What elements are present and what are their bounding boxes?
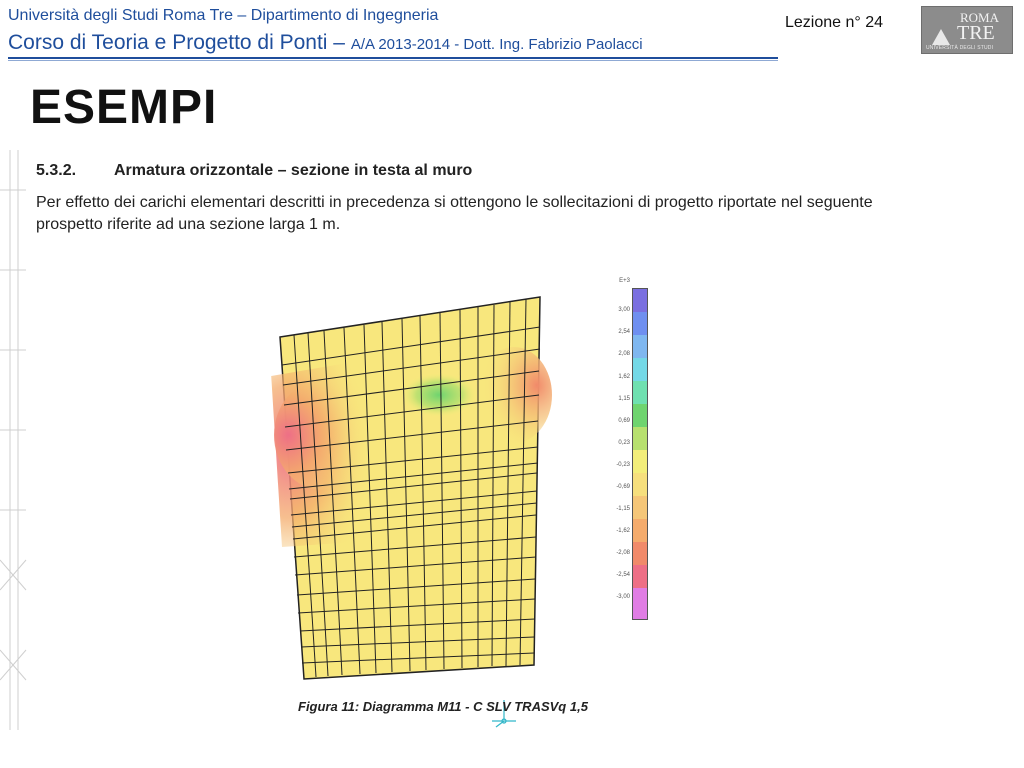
color-scale-label: -0,69 [616, 484, 630, 490]
color-scale-segment [633, 450, 647, 473]
color-scale-segment [633, 427, 647, 450]
color-scale-segment [633, 358, 647, 381]
header-rule [8, 57, 778, 59]
color-scale-label: -2,08 [616, 550, 630, 556]
color-scale-label: 3,00 [618, 307, 630, 313]
color-scale-bar [632, 288, 648, 620]
roma-tre-logo [921, 6, 1013, 54]
wall-contour-plot [264, 275, 624, 735]
color-scale-segment [633, 473, 647, 496]
embedded-document-figure [24, 150, 984, 750]
logo-triangle-icon [932, 29, 950, 45]
section-number: 5.3.2. [36, 162, 77, 179]
color-scale-label: 2,08 [618, 351, 630, 357]
color-scale-label: 1,15 [618, 396, 630, 402]
color-scale-segment [633, 335, 647, 358]
color-scale [614, 278, 674, 618]
university-line: Università degli Studi Roma Tre – Dipartimento di Ingegneria [8, 7, 439, 24]
figure-caption: Figura 11: Diagramma M11 - C SLV TRASVq 1,5 [298, 699, 588, 714]
color-scale-segment [633, 312, 647, 335]
color-scale-label: -2,54 [616, 572, 630, 578]
color-scale-label: 2,54 [618, 329, 630, 335]
color-scale-label: -0,23 [616, 462, 630, 468]
color-scale-segment [633, 496, 647, 519]
section-heading [36, 162, 472, 180]
color-scale-title: E+3 [619, 278, 630, 284]
lesson-number: Lezione n° 24 [785, 14, 884, 31]
color-scale-label: 0,69 [618, 418, 630, 424]
color-scale-segment [633, 519, 647, 542]
color-scale-label: -3,00 [616, 594, 630, 600]
color-scale-label: -1,62 [616, 528, 630, 534]
logo-university-text: UNIVERSITÀ DEGLI STUDI [926, 45, 994, 51]
color-scale-segment [633, 588, 647, 619]
color-scale-segment [633, 565, 647, 588]
color-scale-segment [633, 542, 647, 565]
slide-header [0, 0, 1024, 70]
slide-title: ESEMPI [30, 81, 218, 134]
header-rule-shadow [8, 60, 778, 61]
color-scale-segment [633, 404, 647, 427]
color-scale-label: -1,15 [616, 506, 630, 512]
section-paragraph: Per effetto dei carichi elementari descritti in precedenza si ottengono le sollecitazioni di progetto riportate nel seguente prospetto riferite ad una sezione larga 1 m. [36, 194, 873, 233]
course-line [8, 31, 643, 55]
color-scale-segment [633, 381, 647, 404]
logo-tre-text: TRE [957, 22, 995, 44]
logo-roma-text: ROMA [960, 10, 1000, 25]
color-scale-segment [633, 289, 647, 312]
course-title: Corso di Teoria e Progetto di Ponti – [8, 31, 351, 54]
course-year-teacher: A/A 2013-2014 - Dott. Ing. Fabrizio Paolacci [350, 36, 643, 53]
color-scale-label: 0,23 [618, 440, 630, 446]
section-title: Armatura orizzontale – sezione in testa al muro [114, 162, 473, 179]
color-scale-label: 1,62 [618, 374, 630, 380]
